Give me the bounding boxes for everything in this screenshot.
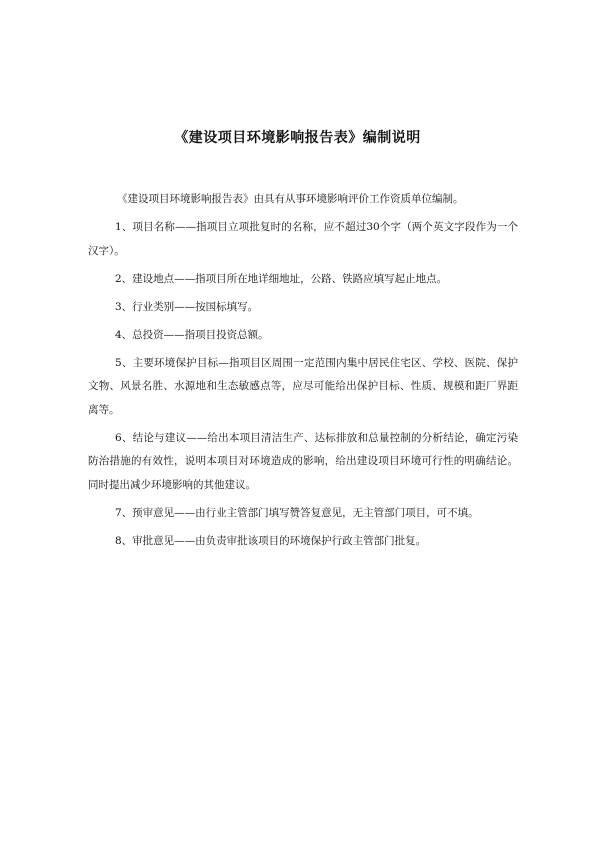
paragraph-construction-site: 2、建设地点——指项目所在地详细地址，公路、铁路应填写起止地点。 bbox=[115, 272, 448, 285]
paragraph-preliminary-review: 7、预审意见——由行业主管部门填写赞答复意见，无主管部门项目，可不填。 bbox=[115, 506, 479, 519]
paragraph-industry-category: 3、行业类别——按国标填写。 bbox=[115, 300, 259, 313]
document-body bbox=[88, 188, 518, 558]
paragraph-approval-opinion: 8、审批意见——由负责审批该项目的环境保护行政主管部门批复。 bbox=[115, 534, 427, 547]
document-title: 《建设项目环境影响报告表》编制说明 bbox=[174, 130, 421, 146]
paragraph-conclusions: 6、结论与建议——给出本项目清洁生产、达标排放和总量控制的分析结论，确定污染防治措施的有效性，说明本项目对环境造成的影响，给出建设项目环境可行性的明确结论。同时提出减少环境影响的其他建议。 bbox=[88, 431, 518, 491]
paragraph-intro: 《建设项目环境影响报告表》由具有从事环境影响评价工作资质单位编制。 bbox=[117, 193, 464, 205]
paragraph-project-name: 1、项目名称——指项目立项批复时的名称，应不超过30个字（两个英文字段作为一个汉字）。 bbox=[88, 221, 518, 257]
paragraph-total-investment: 4、总投资——指项目投资总额。 bbox=[115, 328, 269, 341]
paragraph-protection-targets: 5、主要环境保护目标—指项目区周围一定范围内集中居民住宅区、学校、医院、保护文物、风景名胜、水源地和生态敏感点等，应尽可能给出保护目标、性质、规模和距厂界距离等。 bbox=[88, 356, 518, 416]
